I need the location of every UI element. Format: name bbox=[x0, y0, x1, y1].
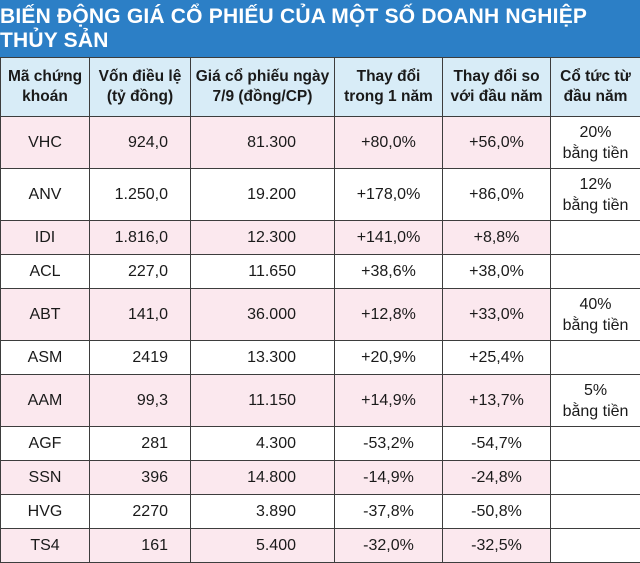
stock-price-table bbox=[0, 57, 640, 563]
cell-change-ytd: +38,0% bbox=[443, 255, 551, 289]
cell-capital: 2270 bbox=[90, 495, 191, 529]
cell-code: TS4 bbox=[1, 529, 90, 563]
cell-change-ytd: -24,8% bbox=[443, 461, 551, 495]
cell-price: 11.650 bbox=[191, 255, 335, 289]
cell-change-ytd: -32,5% bbox=[443, 529, 551, 563]
cell-price: 12.300 bbox=[191, 221, 335, 255]
cell-code: HVG bbox=[1, 495, 90, 529]
header-change-ytd: Thay đổi so với đầu năm bbox=[443, 58, 551, 117]
table-title: BIẾN ĐỘNG GIÁ CỔ PHIẾU CỦA MỘT SỐ DOANH NGHIỆP THỦY SẢN bbox=[0, 0, 640, 57]
cell-dividend bbox=[551, 529, 640, 563]
header-code: Mã chứng khoán bbox=[1, 58, 90, 117]
cell-change-year: -37,8% bbox=[335, 495, 443, 529]
cell-capital: 281 bbox=[90, 427, 191, 461]
cell-price: 11.150 bbox=[191, 375, 335, 427]
cell-change-year: +20,9% bbox=[335, 341, 443, 375]
cell-capital: 1.250,0 bbox=[90, 169, 191, 221]
cell-code: ASM bbox=[1, 341, 90, 375]
cell-code: VHC bbox=[1, 117, 90, 169]
cell-change-year: +12,8% bbox=[335, 289, 443, 341]
cell-dividend: 20% bằng tiền bbox=[551, 117, 640, 169]
cell-change-year: +38,6% bbox=[335, 255, 443, 289]
cell-price: 4.300 bbox=[191, 427, 335, 461]
table-row bbox=[1, 117, 640, 169]
cell-code: AGF bbox=[1, 427, 90, 461]
cell-dividend bbox=[551, 221, 640, 255]
table-row bbox=[1, 289, 640, 341]
cell-code: SSN bbox=[1, 461, 90, 495]
cell-change-ytd: +25,4% bbox=[443, 341, 551, 375]
cell-capital: 99,3 bbox=[90, 375, 191, 427]
cell-change-year: -32,0% bbox=[335, 529, 443, 563]
cell-change-year: +178,0% bbox=[335, 169, 443, 221]
cell-dividend: 40% bằng tiền bbox=[551, 289, 640, 341]
cell-dividend bbox=[551, 427, 640, 461]
cell-capital: 227,0 bbox=[90, 255, 191, 289]
header-dividend: Cổ tức từ đầu năm bbox=[551, 58, 640, 117]
cell-capital: 161 bbox=[90, 529, 191, 563]
cell-code: ANV bbox=[1, 169, 90, 221]
cell-change-ytd: +13,7% bbox=[443, 375, 551, 427]
table-row bbox=[1, 529, 640, 563]
cell-capital: 924,0 bbox=[90, 117, 191, 169]
cell-change-ytd: +56,0% bbox=[443, 117, 551, 169]
cell-code: IDI bbox=[1, 221, 90, 255]
cell-price: 19.200 bbox=[191, 169, 335, 221]
cell-capital: 141,0 bbox=[90, 289, 191, 341]
table-row bbox=[1, 427, 640, 461]
cell-change-ytd: +33,0% bbox=[443, 289, 551, 341]
header-capital: Vốn điều lệ (tỷ đồng) bbox=[90, 58, 191, 117]
cell-change-year: -53,2% bbox=[335, 427, 443, 461]
table-row bbox=[1, 341, 640, 375]
cell-dividend: 12% bằng tiền bbox=[551, 169, 640, 221]
header-price: Giá cổ phiếu ngày 7/9 (đồng/CP) bbox=[191, 58, 335, 117]
cell-code: ABT bbox=[1, 289, 90, 341]
cell-dividend bbox=[551, 341, 640, 375]
cell-price: 5.400 bbox=[191, 529, 335, 563]
cell-capital: 1.816,0 bbox=[90, 221, 191, 255]
header-change-year: Thay đổi trong 1 năm bbox=[335, 58, 443, 117]
cell-change-year: +80,0% bbox=[335, 117, 443, 169]
cell-dividend bbox=[551, 255, 640, 289]
cell-code: AAM bbox=[1, 375, 90, 427]
cell-change-ytd: -54,7% bbox=[443, 427, 551, 461]
table-row bbox=[1, 169, 640, 221]
cell-change-ytd: -50,8% bbox=[443, 495, 551, 529]
cell-change-ytd: +8,8% bbox=[443, 221, 551, 255]
cell-dividend bbox=[551, 495, 640, 529]
cell-price: 81.300 bbox=[191, 117, 335, 169]
header-row bbox=[1, 58, 640, 117]
cell-change-year: +14,9% bbox=[335, 375, 443, 427]
cell-price: 3.890 bbox=[191, 495, 335, 529]
table-row bbox=[1, 461, 640, 495]
cell-change-year: +141,0% bbox=[335, 221, 443, 255]
cell-change-year: -14,9% bbox=[335, 461, 443, 495]
cell-dividend bbox=[551, 461, 640, 495]
cell-code: ACL bbox=[1, 255, 90, 289]
table-row bbox=[1, 255, 640, 289]
cell-change-ytd: +86,0% bbox=[443, 169, 551, 221]
cell-price: 14.800 bbox=[191, 461, 335, 495]
table-row bbox=[1, 495, 640, 529]
table-row bbox=[1, 375, 640, 427]
cell-dividend: 5% bằng tiền bbox=[551, 375, 640, 427]
cell-price: 13.300 bbox=[191, 341, 335, 375]
cell-capital: 2419 bbox=[90, 341, 191, 375]
cell-capital: 396 bbox=[90, 461, 191, 495]
cell-price: 36.000 bbox=[191, 289, 335, 341]
table-row bbox=[1, 221, 640, 255]
